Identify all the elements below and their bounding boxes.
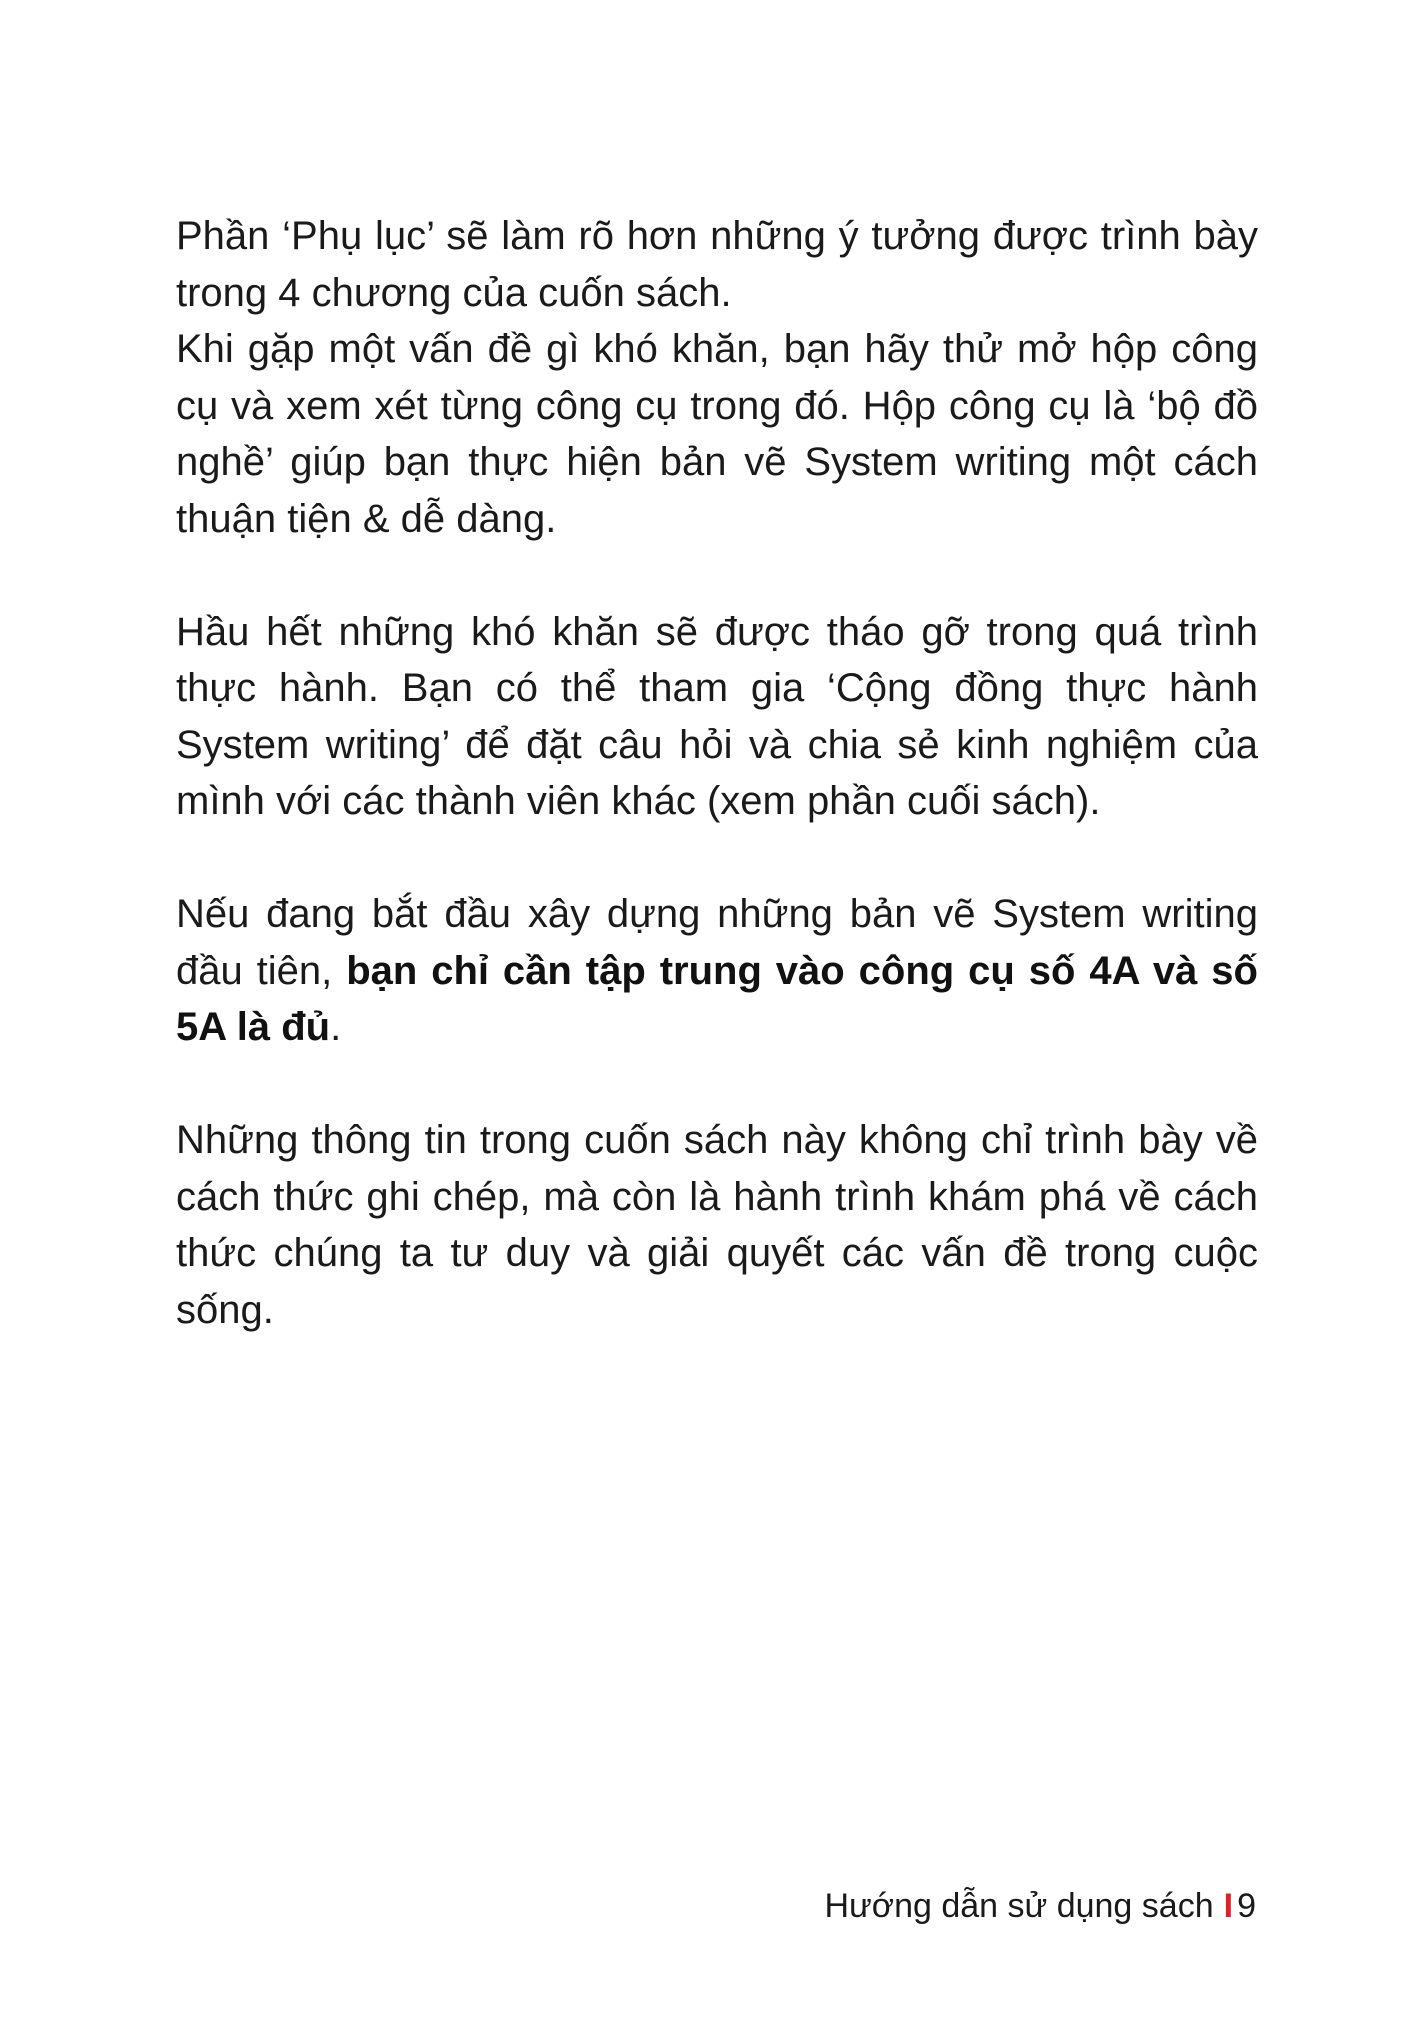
getting-started-tail: . [330,1005,342,1049]
footer-separator: I [1223,1887,1234,1925]
paragraph-toolbox: Khi gặp một vấn đề gì khó khăn, bạn hãy thử mở hộp công cụ và xem xét từng công cụ trong đó. Hộp công cụ là ‘bộ đồ nghề’ giúp bạn thực hiện bản vẽ System writing một cách thuận tiện & dễ dàng. [176,327,1258,541]
body-text [176,208,1258,1395]
getting-started-emphasis: bạn chỉ cần tập trung vào công cụ số 4A và số 5A là đủ [176,948,1258,1049]
paragraph-appendix: Phần ‘Phụ lục’ sẽ làm rõ hơn những ý tưởng được trình bày trong 4 chương của cuốn sách. [176,214,1258,315]
footer-section-title: Hướng dẫn sử dụng sách [824,1887,1214,1925]
paragraph-community: Hầu hết những khó khăn sẽ được tháo gỡ trong quá trình thực hành. Bạn có thể tham gia ‘Cộng đồng thực hành System writing’ để đặt câu hỏi và chia sẻ kinh nghiệm của mình với các thành viên khác (xem phần cuối sách). [176,609,1258,823]
getting-started-lead: Nếu đang bắt đầu xây dựng những bản vẽ System writing đầu tiên, [176,892,1258,993]
paragraph-closing: Những thông tin trong cuốn sách này không chỉ trình bày về cách thức ghi chép, mà còn là hành trình khám phá về cách thức chúng ta tư duy và giải quyết các vấn đề trong cuộc sống. [176,1118,1258,1332]
page-footer [824,1886,1256,1926]
paragraph-getting-started [176,886,1258,1056]
page-number: 9 [1237,1887,1256,1925]
